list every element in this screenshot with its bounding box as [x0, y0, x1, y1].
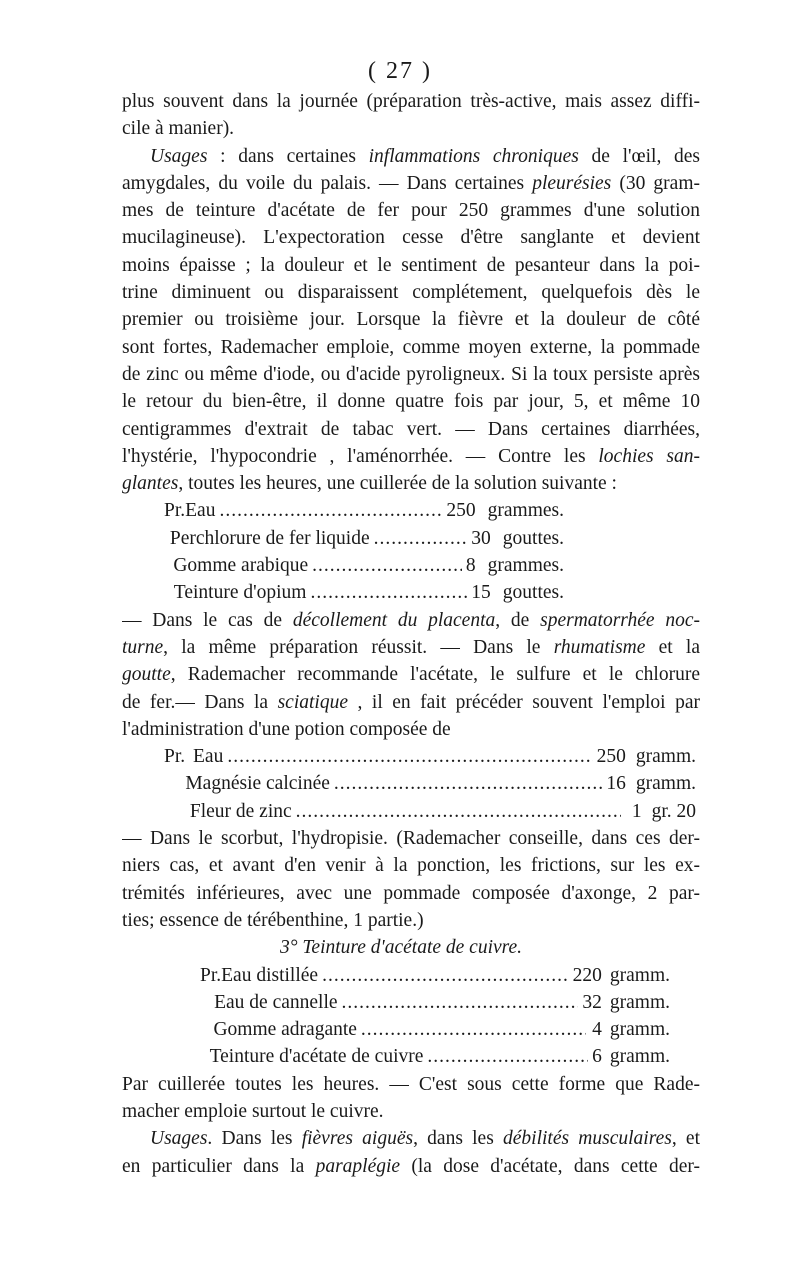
ingredient: Eau de cannelle: [214, 991, 338, 1013]
prescription-row: [200, 1043, 670, 1070]
text-span: , dans les: [413, 1128, 504, 1150]
italic-term: lochies san-: [598, 445, 700, 467]
ingredient: Gomme arabique: [173, 555, 309, 577]
page-number: ( 27 ): [368, 58, 432, 84]
leader-dots: [334, 770, 603, 797]
heading-text: 3° Teinture d'acétate de cuivre.: [279, 937, 523, 959]
italic-term: turne: [122, 636, 164, 658]
text-line: niers cas, et avant d'en venir à la ponction, les frictions, sur les ex-: [122, 855, 700, 877]
unit: gramm.: [635, 746, 696, 768]
italic-term: fièvres aiguës: [301, 1128, 414, 1150]
prescription-row: [200, 962, 670, 989]
unit: gramm.: [609, 1019, 671, 1041]
text-span: , de: [495, 609, 541, 631]
quantity: 32: [582, 991, 602, 1013]
usages-label: Usages: [150, 145, 208, 167]
section-heading: [122, 934, 700, 961]
ingredient: Perchlorure de fer liquide: [169, 527, 370, 549]
prescription-3: [200, 962, 670, 1071]
italic-term: inflammations chroniques: [368, 145, 579, 167]
unit: gouttes.: [502, 582, 564, 604]
prescription-row: [200, 1016, 670, 1043]
text-line: [122, 443, 700, 470]
text-line: premier ou troisième jour. Lorsque la fièvre et la douleur de côté: [122, 309, 700, 331]
text-line: sont fortes, Rademacher emploie, comme moyen externe, la pommade: [122, 336, 700, 358]
text-span: , et: [671, 1128, 700, 1150]
italic-term: pleurésies: [532, 172, 612, 194]
leader-dots: [342, 989, 579, 1016]
text-line: [122, 143, 700, 170]
prescription-row: [164, 497, 564, 524]
text-span: amygdales, du voile du palais. — Dans certaines: [122, 172, 533, 194]
text-span: l'hystérie, l'hypocondrie , l'aménorrhée. — Contre les: [122, 445, 599, 467]
italic-term: spermatorrhée noc-: [540, 609, 700, 631]
text-span: (la dose d'acétate, dans cette der-: [400, 1155, 700, 1177]
text-line: moins épaisse ; la douleur et le sentiment de pesanteur dans la poi-: [122, 254, 700, 276]
text-line: mes de teinture d'acétate de fer pour 250 grammes d'une solution: [122, 200, 700, 222]
leader-dots: [427, 1043, 588, 1070]
unit: gramm.: [609, 991, 670, 1013]
text-span: (30 gram-: [611, 172, 700, 194]
text-span: , il en fait précéder souvent l'emploi par: [347, 691, 700, 713]
prescription-row: [164, 743, 696, 770]
text-line: trine diminuent ou disparaissent complétement, quelquefois dès le: [122, 282, 700, 304]
usages-label: Usages: [150, 1128, 208, 1150]
text-line: plus souvent dans la journée (préparation très-active, mais assez diffi-: [122, 91, 700, 112]
quantity: 1: [631, 800, 642, 822]
quantity: 4: [592, 1019, 602, 1041]
prescription-row: [164, 770, 696, 797]
prescription-row: [164, 525, 564, 552]
text-line: [122, 170, 700, 197]
italic-term: paraplégie: [315, 1155, 401, 1177]
text-span: , toutes les heures, une cuillerée de la solution suivante :: [178, 473, 617, 495]
text-span: et la: [645, 636, 700, 658]
ingredient: Eau distillée: [221, 964, 319, 986]
italic-term: rhumatisme: [553, 636, 646, 658]
leader-dots: [312, 552, 462, 579]
text-span: en particulier dans la: [122, 1155, 316, 1177]
prescription-2: [164, 743, 696, 825]
text-line: macher emploie surtout le cuivre.: [122, 1100, 384, 1122]
text-span: de l'œil, des: [578, 145, 700, 167]
body-text: [122, 88, 700, 1180]
pr-label: Pr.: [200, 964, 222, 986]
text-line: ties; essence de térébenthine, 1 partie.): [122, 909, 424, 931]
unit: gramm.: [609, 1046, 670, 1068]
text-line: trémités inférieures, avec une pommade composée d'axonge, 2 par-: [122, 882, 700, 904]
text-line: l'administration d'une potion composée de: [122, 718, 451, 740]
text-line: le retour du bien-être, il donne quatre fois par jour, 5, et même 10: [122, 391, 700, 413]
text-line: centigrammes d'extrait de tabac vert. — Dans certaines diarrhées,: [122, 418, 700, 440]
quantity: 15: [471, 582, 491, 604]
ingredient: Gomme adragante: [213, 1019, 357, 1041]
unit: gramm.: [635, 773, 696, 795]
prescription-row: [164, 798, 696, 825]
text-line: [122, 661, 700, 688]
prescription-row: [164, 552, 564, 579]
text-line: [122, 689, 700, 716]
text-line: [122, 607, 700, 634]
leader-dots: [296, 798, 621, 825]
text-span: , Rademacher recommande l'acétate, le sulfure et le chlorure: [170, 664, 700, 686]
ingredient: Magnésie calcinée: [185, 773, 330, 795]
text-span: : dans certaines: [207, 145, 369, 167]
quantity: 250: [446, 500, 476, 522]
leader-dots: [374, 525, 468, 552]
quantity: 8: [465, 555, 476, 577]
text-line: [122, 470, 700, 497]
text-line: — Dans le scorbut, l'hydropisie. (Rademacher conseille, dans ces der-: [122, 828, 700, 850]
text-line: [122, 1125, 700, 1152]
italic-term: décollement du placenta: [292, 609, 496, 631]
leader-dots: [227, 743, 592, 770]
unit: gr. 20: [651, 800, 696, 822]
prescription-row: [164, 579, 564, 606]
quantity: 220: [572, 964, 602, 986]
quantity: 250: [596, 746, 626, 768]
unit: gouttes.: [502, 527, 564, 549]
pr-label: Pr.: [164, 500, 186, 522]
leader-dots: [361, 1016, 586, 1043]
ingredient: Eau: [193, 746, 224, 768]
leader-dots: [219, 497, 442, 524]
text-span: de fer.— Dans la: [122, 691, 278, 713]
italic-term: débilités musculaires: [503, 1128, 672, 1150]
ingredient: Fleur de zinc: [189, 800, 292, 822]
quantity: 30: [471, 527, 491, 549]
text-line: [122, 634, 700, 661]
unit: grammes.: [487, 555, 564, 577]
text-line: [122, 1153, 700, 1180]
leader-dots: [310, 579, 467, 606]
unit: gramm.: [609, 964, 670, 986]
leader-dots: [322, 962, 569, 989]
quantity: 6: [592, 1046, 602, 1068]
text-span: . Dans les: [207, 1128, 302, 1150]
text-line: Par cuillerée toutes les heures. — C'est sous cette forme que Rade-: [122, 1073, 700, 1095]
pr-label: Pr.: [164, 746, 186, 768]
prescription-1: [164, 497, 564, 606]
prescription-row: [200, 989, 670, 1016]
text-span: , la même préparation réussit. — Dans le: [163, 636, 554, 658]
ingredient: Eau: [185, 500, 216, 522]
italic-term: glantes: [122, 473, 179, 495]
text-line: mucilagineuse). L'expectoration cesse d'être sanglante et devient: [122, 227, 700, 249]
italic-term: goutte: [122, 664, 171, 686]
text-line: de zinc ou même d'iode, ou d'acide pyroligneux. Si la toux persiste après: [122, 363, 700, 385]
quantity: 16: [606, 773, 626, 795]
unit: grammes.: [487, 500, 564, 522]
italic-term: sciatique: [277, 691, 348, 713]
ingredient: Teinture d'opium: [173, 582, 307, 604]
text-line: cile à manier).: [122, 118, 235, 140]
text-span: — Dans le cas de: [122, 609, 293, 631]
ingredient: Teinture d'acétate de cuivre: [209, 1046, 424, 1068]
